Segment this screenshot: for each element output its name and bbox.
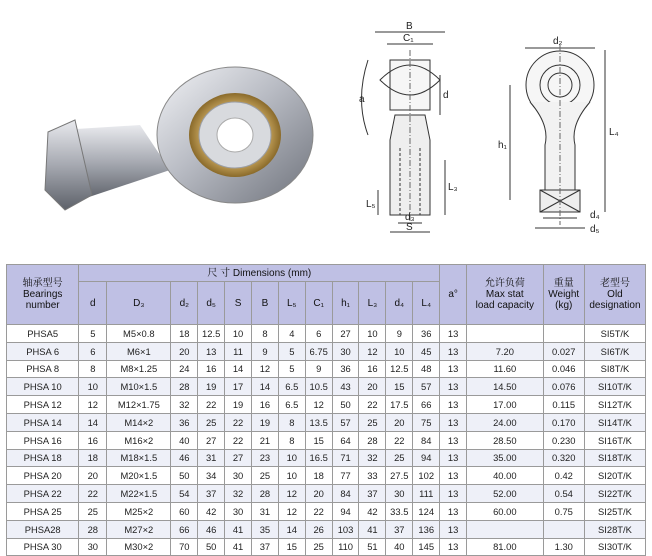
table-row <box>7 325 646 343</box>
table-cell: 42 <box>198 502 225 520</box>
table-cell: 25 <box>359 413 386 431</box>
table-cell: SI6T/K <box>584 342 645 360</box>
label-h1: h₁ <box>498 140 507 151</box>
header-dim-col: L₅ <box>278 282 305 325</box>
table-cell: 25 <box>386 449 413 467</box>
table-cell: 30 <box>225 467 252 485</box>
table-cell: M16×2 <box>107 431 171 449</box>
table-cell: 9 <box>251 342 278 360</box>
label-d: d <box>443 90 449 101</box>
table-cell: 22 <box>386 431 413 449</box>
table-cell: 0.027 <box>543 342 584 360</box>
label-L5: L₅ <box>366 199 376 210</box>
table-cell <box>467 325 544 343</box>
table-cell: 10 <box>359 325 386 343</box>
table-cell: 94 <box>332 502 359 520</box>
table-cell: 31 <box>251 502 278 520</box>
table-cell: 32 <box>225 485 252 503</box>
table-cell: 6.5 <box>278 378 305 396</box>
table-cell: 13 <box>440 431 467 449</box>
table-row <box>7 342 646 360</box>
table-cell: 13 <box>440 520 467 538</box>
label-L3: L₃ <box>448 182 458 193</box>
table-cell: 24.00 <box>467 413 544 431</box>
table-cell: PHSA 22 <box>7 485 79 503</box>
table-cell: 0.115 <box>543 396 584 414</box>
table-cell: M18×1.5 <box>107 449 171 467</box>
table-cell: 75 <box>413 413 440 431</box>
table-cell: 136 <box>413 520 440 538</box>
table-cell: 60.00 <box>467 502 544 520</box>
header-load <box>467 265 544 325</box>
table-cell: 6 <box>79 342 107 360</box>
table-cell: M10×1.5 <box>107 378 171 396</box>
label-S: S <box>406 222 413 233</box>
table-cell: 27 <box>225 449 252 467</box>
table-cell: 21 <box>251 431 278 449</box>
table-cell: 12 <box>305 396 332 414</box>
label-L4: L₄ <box>609 127 619 138</box>
label-d5: d₅ <box>590 224 600 235</box>
table-cell: PHSA 6 <box>7 342 79 360</box>
table-cell: 6.5 <box>278 396 305 414</box>
table-cell: M14×2 <box>107 413 171 431</box>
table-cell: SI20T/K <box>584 467 645 485</box>
table-cell: 13 <box>440 342 467 360</box>
table-cell: M20×1.5 <box>107 467 171 485</box>
table-cell: 36 <box>413 325 440 343</box>
table-cell: 18 <box>79 449 107 467</box>
table-cell: PHSA 14 <box>7 413 79 431</box>
table-cell: PHSA5 <box>7 325 79 343</box>
table-cell: PHSA 30 <box>7 538 79 556</box>
table-cell: 14 <box>251 378 278 396</box>
table-cell: 30 <box>386 485 413 503</box>
header-model-text: 轴承型号 Bearings number <box>22 278 63 311</box>
table-cell: 13 <box>440 396 467 414</box>
table-cell: 16 <box>79 431 107 449</box>
table-cell: 22 <box>79 485 107 503</box>
label-a: a <box>359 94 365 105</box>
table-row <box>7 502 646 520</box>
table-cell: PHSA 20 <box>7 467 79 485</box>
table-row <box>7 520 646 538</box>
table-cell: 10 <box>225 325 252 343</box>
header-load-text: 允许负荷 Max stat load capacity <box>475 278 535 311</box>
header-dim-col: d₂ <box>171 282 198 325</box>
table-cell: 34 <box>198 467 225 485</box>
table-cell: 41 <box>225 538 252 556</box>
table-cell: 20 <box>305 485 332 503</box>
header-weight-text: 重量 Weight (kg) <box>548 278 580 311</box>
header-dim-col: d <box>79 282 107 325</box>
table-cell: 17.00 <box>467 396 544 414</box>
table-cell: 17.5 <box>386 396 413 414</box>
table-cell: 18 <box>171 325 198 343</box>
table-cell: 10 <box>278 467 305 485</box>
table-cell: 33.5 <box>386 502 413 520</box>
table-cell: 22 <box>359 396 386 414</box>
table-cell: 15 <box>278 538 305 556</box>
table-cell: 27 <box>332 325 359 343</box>
table-cell: 14 <box>225 360 252 378</box>
header-dim-col: L₃ <box>359 282 386 325</box>
table-cell: 33 <box>359 467 386 485</box>
table-cell: 32 <box>171 396 198 414</box>
table-cell: 10.5 <box>305 378 332 396</box>
table-cell: 23 <box>251 449 278 467</box>
table-cell: 52.00 <box>467 485 544 503</box>
table-cell: M27×2 <box>107 520 171 538</box>
table-cell: 22 <box>198 396 225 414</box>
table-cell: 0.046 <box>543 360 584 378</box>
label-d4: d₄ <box>590 210 600 221</box>
table-cell: 13 <box>440 449 467 467</box>
table-cell: 6.75 <box>305 342 332 360</box>
table-cell: 12 <box>79 396 107 414</box>
header-dim-col: B <box>251 282 278 325</box>
table-cell: SI12T/K <box>584 396 645 414</box>
table-cell: SI22T/K <box>584 485 645 503</box>
table-row <box>7 378 646 396</box>
table-cell: 37 <box>359 485 386 503</box>
table-cell: M8×1.25 <box>107 360 171 378</box>
table-cell: 35.00 <box>467 449 544 467</box>
table-cell: 10 <box>79 378 107 396</box>
table-cell: 28 <box>251 485 278 503</box>
table-cell: 50 <box>171 467 198 485</box>
table-cell: 28 <box>79 520 107 538</box>
table-cell: 1.30 <box>543 538 584 556</box>
table-cell: 16 <box>251 396 278 414</box>
table-cell: 57 <box>332 413 359 431</box>
table-cell: 13 <box>440 360 467 378</box>
table-cell: 103 <box>332 520 359 538</box>
header-dim-col: h₁ <box>332 282 359 325</box>
table-cell: 36 <box>332 360 359 378</box>
table-cell: 13 <box>440 467 467 485</box>
table-cell: 31 <box>198 449 225 467</box>
header-old-text: 老型号 Old designation <box>589 278 641 311</box>
table-cell: 16 <box>359 360 386 378</box>
table-cell: 20 <box>171 342 198 360</box>
table-cell: 11.60 <box>467 360 544 378</box>
header-dimensions: 尺 寸 Dimensions (mm) <box>79 265 440 282</box>
header-dim-col: S <box>225 282 252 325</box>
label-d2: d₂ <box>553 36 563 47</box>
table-cell: 13 <box>440 413 467 431</box>
table-cell: 11 <box>225 342 252 360</box>
table-cell <box>543 520 584 538</box>
table-cell: 22 <box>225 431 252 449</box>
table-cell: 5 <box>278 342 305 360</box>
table-cell: 71 <box>332 449 359 467</box>
table-cell: 35 <box>251 520 278 538</box>
table-cell: 25 <box>198 413 225 431</box>
table-cell: PHSA 12 <box>7 396 79 414</box>
spec-table <box>6 264 646 556</box>
table-cell: 30 <box>79 538 107 556</box>
table-cell: 50 <box>332 396 359 414</box>
table-cell: 32 <box>359 449 386 467</box>
table-cell: 0.230 <box>543 431 584 449</box>
table-cell: 28.50 <box>467 431 544 449</box>
table-row <box>7 467 646 485</box>
table-cell: 0.320 <box>543 449 584 467</box>
table-cell: 20 <box>79 467 107 485</box>
table-cell: 28 <box>171 378 198 396</box>
table-cell: 60 <box>171 502 198 520</box>
table-cell: 5 <box>278 360 305 378</box>
header-model <box>7 265 79 325</box>
table-cell: 13 <box>440 502 467 520</box>
table-cell: 25 <box>79 502 107 520</box>
table-cell: 5 <box>79 325 107 343</box>
table-cell: SI5T/K <box>584 325 645 343</box>
table-cell: SI18T/K <box>584 449 645 467</box>
table-cell: 46 <box>171 449 198 467</box>
table-cell <box>543 325 584 343</box>
table-cell: 7.20 <box>467 342 544 360</box>
table-cell: SI25T/K <box>584 502 645 520</box>
table-cell: 24 <box>171 360 198 378</box>
table-cell: 46 <box>198 520 225 538</box>
table-cell: 41 <box>359 520 386 538</box>
table-cell: 10 <box>278 449 305 467</box>
table-cell: 8 <box>278 431 305 449</box>
table-cell: 45 <box>413 342 440 360</box>
table-row <box>7 449 646 467</box>
table-cell: 40.00 <box>467 467 544 485</box>
table-cell: 15 <box>305 431 332 449</box>
table-cell: 12.5 <box>198 325 225 343</box>
table-cell: 36 <box>171 413 198 431</box>
table-cell: 0.75 <box>543 502 584 520</box>
table-cell: SI28T/K <box>584 520 645 538</box>
table-cell: M30×2 <box>107 538 171 556</box>
table-cell: 20 <box>359 378 386 396</box>
header-dim-col: C₁ <box>305 282 332 325</box>
table-cell: 102 <box>413 467 440 485</box>
table-cell: SI8T/K <box>584 360 645 378</box>
table-cell: 12 <box>359 342 386 360</box>
table-cell: PHSA 8 <box>7 360 79 378</box>
side-view-drawing <box>350 20 470 235</box>
table-cell: 12.5 <box>386 360 413 378</box>
table-cell: 19 <box>225 396 252 414</box>
label-d3: d₃ <box>405 212 415 223</box>
table-cell: M6×1 <box>107 342 171 360</box>
table-cell: 81.00 <box>467 538 544 556</box>
header-old-designation <box>584 265 645 325</box>
table-cell: 16 <box>198 360 225 378</box>
table-cell: 13 <box>198 342 225 360</box>
table-cell: 30 <box>225 502 252 520</box>
table-cell: 50 <box>198 538 225 556</box>
table-cell: 13 <box>440 378 467 396</box>
table-cell: 37 <box>251 538 278 556</box>
table-cell: 40 <box>386 538 413 556</box>
table-cell: 37 <box>198 485 225 503</box>
table-cell: 8 <box>251 325 278 343</box>
table-cell: 110 <box>332 538 359 556</box>
table-cell: M5×0.8 <box>107 325 171 343</box>
table-cell: 13.5 <box>305 413 332 431</box>
header-dim-col: L₄ <box>413 282 440 325</box>
table-cell: 145 <box>413 538 440 556</box>
table-cell: 48 <box>413 360 440 378</box>
table-cell: 10 <box>386 342 413 360</box>
table-row <box>7 360 646 378</box>
table-cell: PHSA 18 <box>7 449 79 467</box>
table-cell: 25 <box>251 467 278 485</box>
table-cell: 13 <box>440 538 467 556</box>
table-cell: 4 <box>278 325 305 343</box>
table-cell: 6 <box>305 325 332 343</box>
table-cell: SI14T/K <box>584 413 645 431</box>
table-cell: 64 <box>332 431 359 449</box>
table-cell: 25 <box>305 538 332 556</box>
table-cell: 37 <box>386 520 413 538</box>
table-cell: 0.42 <box>543 467 584 485</box>
table-cell: 15 <box>386 378 413 396</box>
table-cell: SI30T/K <box>584 538 645 556</box>
table-cell: 0.170 <box>543 413 584 431</box>
table-cell: 13 <box>440 325 467 343</box>
table-cell: 0.54 <box>543 485 584 503</box>
table-cell: 77 <box>332 467 359 485</box>
table-row <box>7 396 646 414</box>
product-photo <box>20 20 320 250</box>
table-cell: M25×2 <box>107 502 171 520</box>
table-cell: 17 <box>225 378 252 396</box>
table-cell: M22×1.5 <box>107 485 171 503</box>
table-cell: PHSA 25 <box>7 502 79 520</box>
table-cell: 84 <box>413 431 440 449</box>
table-cell: 9 <box>305 360 332 378</box>
table-cell: 22 <box>225 413 252 431</box>
table-cell: 51 <box>359 538 386 556</box>
table-cell: 70 <box>171 538 198 556</box>
table-cell: 84 <box>332 485 359 503</box>
table-cell: 26 <box>305 520 332 538</box>
table-cell: 94 <box>413 449 440 467</box>
table-cell: SI10T/K <box>584 378 645 396</box>
table-cell: 43 <box>332 378 359 396</box>
table-cell: 22 <box>305 502 332 520</box>
table-row <box>7 538 646 556</box>
table-cell: 19 <box>251 413 278 431</box>
table-cell: 8 <box>79 360 107 378</box>
table-cell: 40 <box>171 431 198 449</box>
table-cell: 111 <box>413 485 440 503</box>
table-cell: 28 <box>359 431 386 449</box>
table-cell: 12 <box>278 485 305 503</box>
table-cell: 18 <box>305 467 332 485</box>
table-cell: 27.5 <box>386 467 413 485</box>
table-cell: M12×1.75 <box>107 396 171 414</box>
front-view-drawing <box>495 30 635 240</box>
table-cell: 14.50 <box>467 378 544 396</box>
table-cell: PHSA28 <box>7 520 79 538</box>
table-cell: PHSA 10 <box>7 378 79 396</box>
table-cell: 30 <box>332 342 359 360</box>
table-cell: 12 <box>251 360 278 378</box>
table-cell: 57 <box>413 378 440 396</box>
table-cell: 66 <box>171 520 198 538</box>
table-cell: 9 <box>386 325 413 343</box>
table-cell: 8 <box>278 413 305 431</box>
table-cell: 0.076 <box>543 378 584 396</box>
header-dim-col: d₅ <box>198 282 225 325</box>
table-cell: 13 <box>440 485 467 503</box>
table-cell: SI16T/K <box>584 431 645 449</box>
label-B: B <box>406 21 413 32</box>
table-cell: 19 <box>198 378 225 396</box>
table-cell: 12 <box>278 502 305 520</box>
table-cell: PHSA 16 <box>7 431 79 449</box>
header-dim-col: d₄ <box>386 282 413 325</box>
table-row <box>7 485 646 503</box>
header-dim-col: D₃ <box>107 282 171 325</box>
table-cell: 27 <box>198 431 225 449</box>
table-cell: 20 <box>386 413 413 431</box>
table-cell: 41 <box>225 520 252 538</box>
table-cell: 124 <box>413 502 440 520</box>
header-weight <box>543 265 584 325</box>
label-C1: C₁ <box>403 33 414 44</box>
header-angle: a° <box>440 265 467 325</box>
table-cell: 66 <box>413 396 440 414</box>
table-row <box>7 413 646 431</box>
table-cell <box>467 520 544 538</box>
table-cell: 54 <box>171 485 198 503</box>
table-cell: 16.5 <box>305 449 332 467</box>
table-cell: 14 <box>278 520 305 538</box>
table-cell: 42 <box>359 502 386 520</box>
table-cell: 14 <box>79 413 107 431</box>
table-row <box>7 431 646 449</box>
